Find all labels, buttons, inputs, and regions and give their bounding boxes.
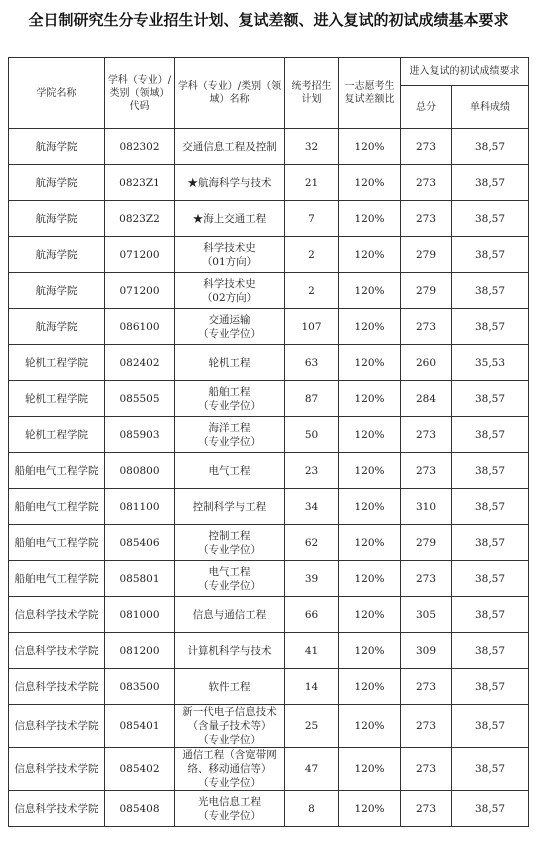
header-single: 单科成绩 [452, 86, 529, 129]
cell-code: 082302 [105, 129, 175, 165]
cell-total: 273 [401, 201, 452, 237]
table-row [9, 129, 529, 165]
cell-college: 船舶电气工程学院 [9, 561, 105, 597]
degree-type-note: （02方向） [201, 291, 258, 304]
cell-ratio: 120% [339, 597, 401, 633]
cell-total: 273 [401, 669, 452, 705]
cell-name [175, 633, 285, 669]
cell-college: 航海学院 [9, 165, 105, 201]
cell-single: 38,57 [452, 669, 529, 705]
cell-single: 38,57 [452, 453, 529, 489]
cell-name [175, 791, 285, 827]
table-body [9, 129, 529, 827]
cell-college: 轮机工程学院 [9, 381, 105, 417]
cell-code: 085801 [105, 561, 175, 597]
degree-type-note: （专业学位） [198, 543, 261, 556]
cell-code: 085402 [105, 748, 175, 791]
table-row [9, 791, 529, 827]
cell-single: 35,53 [452, 345, 529, 381]
cell-college: 轮机工程学院 [9, 417, 105, 453]
cell-name [175, 705, 285, 748]
table-row [9, 453, 529, 489]
cell-code: 085505 [105, 381, 175, 417]
cell-total: 273 [401, 705, 452, 748]
cell-name [175, 381, 285, 417]
cell-total: 310 [401, 489, 452, 525]
header-code: 学科（专业）/类别（领域）代码 [105, 58, 175, 129]
table-row [9, 417, 529, 453]
cell-plan: 66 [285, 597, 339, 633]
cell-code: 081100 [105, 489, 175, 525]
major-name: 电气工程 [208, 464, 251, 477]
cell-ratio: 120% [339, 791, 401, 827]
cell-total: 273 [401, 453, 452, 489]
cell-plan: 107 [285, 309, 339, 345]
cell-total: 273 [401, 129, 452, 165]
table-row [9, 273, 529, 309]
cell-code: 085406 [105, 525, 175, 561]
table-row [9, 669, 529, 705]
cell-plan: 39 [285, 561, 339, 597]
cell-code: 085408 [105, 791, 175, 827]
cell-college: 船舶电气工程学院 [9, 489, 105, 525]
major-name: 船舶工程 [208, 385, 251, 398]
cell-name [175, 453, 285, 489]
cell-single: 38,57 [452, 597, 529, 633]
cell-ratio: 120% [339, 237, 401, 273]
cell-plan: 2 [285, 273, 339, 309]
cell-total: 279 [401, 273, 452, 309]
cell-single: 38,57 [452, 309, 529, 345]
cell-code: 081000 [105, 597, 175, 633]
header-college: 学院名称 [9, 58, 105, 129]
cell-name [175, 748, 285, 791]
cell-code: 080800 [105, 453, 175, 489]
cell-code: 083500 [105, 669, 175, 705]
cell-single: 38,57 [452, 237, 529, 273]
degree-type-note: （专业学位） [198, 777, 261, 789]
cell-total: 284 [401, 381, 452, 417]
cell-plan: 87 [285, 381, 339, 417]
degree-type-note: （专业学位） [198, 399, 261, 412]
table-row [9, 633, 529, 669]
cell-single: 38,57 [452, 417, 529, 453]
cell-total: 273 [401, 165, 452, 201]
major-name: 软件工程 [208, 680, 251, 693]
cell-college: 航海学院 [9, 309, 105, 345]
major-name: 轮机工程 [208, 356, 251, 369]
cell-college: 信息科学技术学院 [9, 669, 105, 705]
cell-total: 273 [401, 309, 452, 345]
cell-single: 38,57 [452, 705, 529, 748]
cell-ratio: 120% [339, 633, 401, 669]
cell-code: 085401 [105, 705, 175, 748]
cell-plan: 23 [285, 453, 339, 489]
table-row [9, 705, 529, 748]
cell-code: 085903 [105, 417, 175, 453]
cell-name [175, 165, 285, 201]
header-score-requirements: 进入复试的初试成绩要求 [401, 58, 529, 86]
cell-ratio: 120% [339, 525, 401, 561]
cell-code: 0823Z1 [105, 165, 175, 201]
degree-type-note: （专业学位） [198, 809, 261, 822]
cell-plan: 41 [285, 633, 339, 669]
cell-name [175, 597, 285, 633]
major-name: ★海上交通工程 [192, 212, 267, 225]
cell-single: 38,57 [452, 201, 529, 237]
degree-type-note: （专业学位） [198, 435, 261, 448]
major-name: 控制科学与工程 [192, 500, 267, 513]
cell-college: 航海学院 [9, 129, 105, 165]
table-row [9, 237, 529, 273]
cell-college: 信息科学技术学院 [9, 705, 105, 748]
cell-college: 船舶电气工程学院 [9, 525, 105, 561]
cell-single: 38,57 [452, 633, 529, 669]
major-name: 科学技术史 [203, 241, 256, 254]
table-row [9, 561, 529, 597]
table-row [9, 489, 529, 525]
header-total: 总分 [401, 86, 452, 129]
table-row [9, 597, 529, 633]
cell-name [175, 309, 285, 345]
cell-code: 081200 [105, 633, 175, 669]
cell-total: 309 [401, 633, 452, 669]
cell-ratio: 120% [339, 669, 401, 705]
major-name: ★航海科学与技术 [187, 176, 272, 189]
cell-ratio: 120% [339, 561, 401, 597]
cell-ratio: 120% [339, 748, 401, 791]
cell-name [175, 345, 285, 381]
admission-requirements-table [8, 57, 529, 827]
cell-code: 086100 [105, 309, 175, 345]
major-name: 交通运输 [208, 313, 251, 326]
major-name: 信息与通信工程 [192, 608, 267, 621]
cell-total: 260 [401, 345, 452, 381]
cell-college: 信息科学技术学院 [9, 633, 105, 669]
degree-type-note: （专业学位） [198, 579, 261, 592]
table-row [9, 309, 529, 345]
cell-single: 38,57 [452, 129, 529, 165]
cell-name [175, 525, 285, 561]
cell-plan: 50 [285, 417, 339, 453]
cell-total: 273 [401, 791, 452, 827]
cell-code: 071200 [105, 273, 175, 309]
cell-college: 航海学院 [9, 201, 105, 237]
table-row [9, 345, 529, 381]
cell-plan: 2 [285, 237, 339, 273]
cell-single: 38,57 [452, 273, 529, 309]
table-header [9, 58, 529, 129]
table-row [9, 748, 529, 791]
major-name: 科学技术史 [203, 277, 256, 290]
cell-total: 273 [401, 561, 452, 597]
cell-plan: 63 [285, 345, 339, 381]
cell-total: 305 [401, 597, 452, 633]
cell-college: 航海学院 [9, 237, 105, 273]
cell-code: 071200 [105, 237, 175, 273]
cell-name [175, 417, 285, 453]
cell-code: 082402 [105, 345, 175, 381]
cell-single: 38,57 [452, 791, 529, 827]
table-row [9, 201, 529, 237]
cell-name [175, 201, 285, 237]
table-row [9, 165, 529, 201]
cell-name [175, 273, 285, 309]
cell-college: 船舶电气工程学院 [9, 453, 105, 489]
cell-single: 38,57 [452, 561, 529, 597]
header-ratio: 一志愿考生复试差额比 [339, 58, 401, 129]
cell-code: 0823Z2 [105, 201, 175, 237]
cell-college: 轮机工程学院 [9, 345, 105, 381]
cell-plan: 47 [285, 748, 339, 791]
cell-ratio: 120% [339, 417, 401, 453]
cell-ratio: 120% [339, 705, 401, 748]
cell-ratio: 120% [339, 309, 401, 345]
cell-plan: 7 [285, 201, 339, 237]
cell-plan: 25 [285, 705, 339, 748]
cell-plan: 32 [285, 129, 339, 165]
major-name: 新一代电子信息技术（含量子技术等） [182, 706, 277, 732]
cell-college: 信息科学技术学院 [9, 748, 105, 791]
cell-ratio: 120% [339, 129, 401, 165]
cell-name [175, 669, 285, 705]
cell-ratio: 120% [339, 345, 401, 381]
header-plan: 统考招生计划 [285, 58, 339, 129]
cell-ratio: 120% [339, 453, 401, 489]
cell-college: 信息科学技术学院 [9, 791, 105, 827]
cell-total: 279 [401, 525, 452, 561]
cell-single: 38,57 [452, 381, 529, 417]
major-name: 海洋工程 [208, 421, 251, 434]
major-name: 交通信息工程及控制 [182, 140, 277, 153]
cell-ratio: 120% [339, 381, 401, 417]
cell-ratio: 120% [339, 489, 401, 525]
major-name: 电气工程 [208, 565, 251, 578]
major-name: 通信工程（含宽带网络、移动通信等） [182, 749, 277, 775]
cell-plan: 21 [285, 165, 339, 201]
cell-total: 273 [401, 417, 452, 453]
document-title: 全日制研究生分专业招生计划、复试差额、进入复试的初试成绩基本要求 [28, 11, 509, 29]
major-name: 控制工程 [208, 529, 251, 542]
cell-plan: 14 [285, 669, 339, 705]
cell-total: 279 [401, 237, 452, 273]
cell-ratio: 120% [339, 273, 401, 309]
major-name: 计算机科学与技术 [187, 644, 272, 657]
degree-type-note: （专业学位） [198, 327, 261, 340]
table-row [9, 525, 529, 561]
cell-college: 航海学院 [9, 273, 105, 309]
cell-single: 38,57 [452, 165, 529, 201]
cell-name [175, 129, 285, 165]
cell-college: 信息科学技术学院 [9, 597, 105, 633]
degree-type-note: （01方向） [201, 255, 258, 268]
cell-name [175, 237, 285, 273]
cell-ratio: 120% [339, 165, 401, 201]
cell-single: 38,57 [452, 525, 529, 561]
cell-single: 38,57 [452, 489, 529, 525]
cell-single: 38,57 [452, 748, 529, 791]
header-name: 学科（专业）/类别（领域）名称 [175, 58, 285, 129]
cell-plan: 62 [285, 525, 339, 561]
major-name: 光电信息工程 [198, 795, 261, 808]
cell-name [175, 489, 285, 525]
cell-plan: 8 [285, 791, 339, 827]
degree-type-note: （专业学位） [198, 734, 261, 746]
cell-ratio: 120% [339, 201, 401, 237]
cell-plan: 34 [285, 489, 339, 525]
cell-total: 273 [401, 748, 452, 791]
table-row [9, 381, 529, 417]
cell-name [175, 561, 285, 597]
